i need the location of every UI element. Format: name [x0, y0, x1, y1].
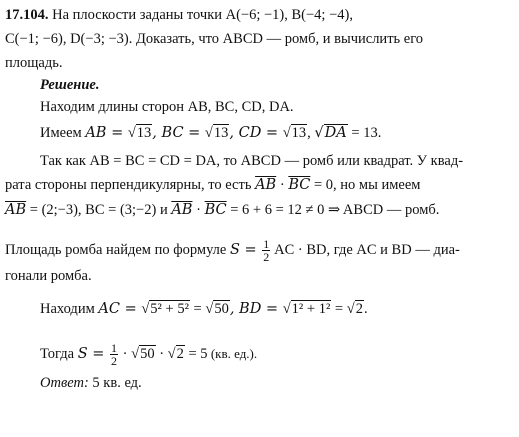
vector-line: $\overline{AB}$ = (2;−3), BC = (3;−2) и $\overline{AB} \cdot \overline{BC} = 6 + 6 = 12 \ne 0$ ⇒ ABCD — ромб.: [5, 202, 440, 218]
sqrt-ac: √5² + 5²: [141, 301, 189, 317]
problem-number: 17.104.: [5, 7, 49, 23]
diagonals-line: гонали ромба.: [5, 268, 92, 284]
problem-line-3: [5, 54, 62, 72]
problem-line-2: [5, 30, 423, 48]
sqrt-da: √DA: [314, 125, 347, 141]
problem-text-2: C(−1; −6), D(−3; −3). Доказать, что ABCD — ромб, и вычислить его: [5, 31, 424, 47]
square-line: рата стороны перпендикулярны, то есть $\overline{AB} \cdot \overline{BC} = 0$, но мы имеем: [5, 177, 421, 193]
sqrt-then-50: √50: [131, 345, 155, 362]
answer-label: Ответ:: [40, 375, 89, 391]
answer-value: 5 кв. ед.: [88, 375, 142, 391]
sides-line: Имеем AB = √13, BC = √13, CD = √13, √DA = 13.: [40, 125, 382, 141]
find-sides-line: Находим длины сторон AB, BC, CD, DA.: [40, 99, 294, 115]
sqrt-then-2: √2: [167, 345, 184, 362]
then-line: Тогда S = $\frac{1}{2}$ · √50 · √2 = 5 (кв. ед.).: [40, 341, 258, 368]
area-formula-line: Площадь ромба найдем по формуле S = $\frac{1}{2}$ AC · BD, где AC и BD — диа-: [5, 237, 460, 264]
fraction-then: $\frac{1}{2}$: [111, 341, 117, 368]
answer-line: [40, 374, 142, 392]
sqrt-cd: √13: [282, 125, 307, 141]
problem-text-1: На плоскости заданы точки A(−6; −1), B(−4; −4),: [52, 7, 353, 23]
sqrt-bd: √1² + 1²: [282, 301, 331, 317]
sqrt-50: √50: [205, 301, 229, 317]
sqrt-ab: √13: [127, 125, 152, 141]
since-line: Так как AB = BC = CD = DA, то ABCD — ромб или квадрат. У квад-: [40, 153, 464, 169]
find-diagonals-line: Находим AC = √5² + 5² = √50, BD = √1² + 1² = √2.: [40, 301, 368, 317]
solution-heading: Решение.: [40, 77, 100, 93]
fraction-one-half: $\frac{1}{2}$: [263, 237, 270, 264]
sqrt-2: √2: [346, 301, 363, 317]
sqrt-bc: √13: [204, 125, 229, 141]
problem-text-3: площадь.: [5, 55, 63, 71]
problem-line-1: [5, 6, 353, 24]
